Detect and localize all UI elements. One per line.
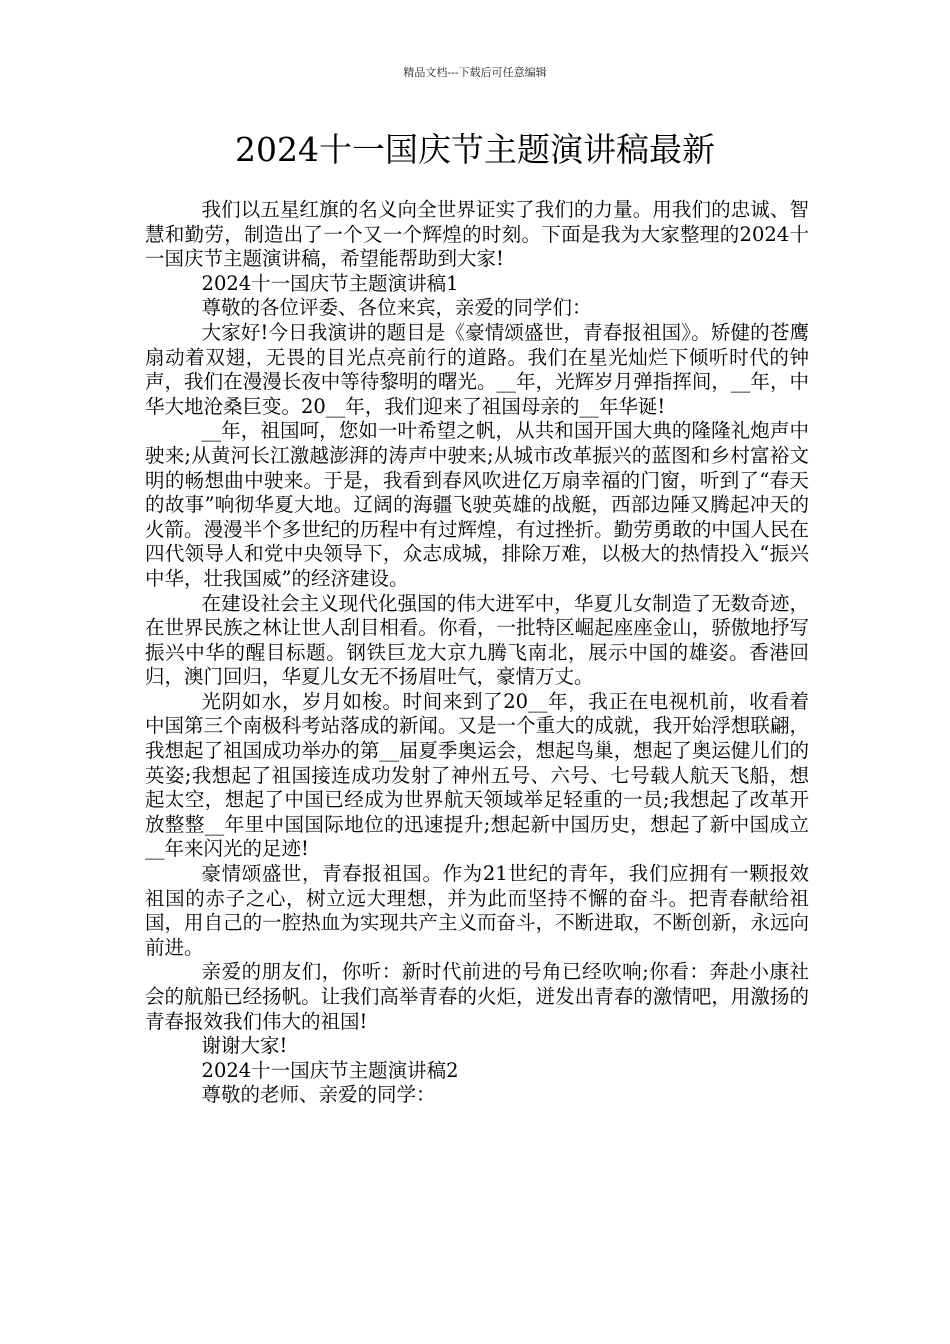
paragraph: 在建设社会主义现代化强国的伟大进军中，华夏儿女制造了无数奇迹，在世界民族之林让世人刮目相看。你看，一批特区崛起座座金山，骄傲地抒写振兴中华的醒目标题。钢铁巨龙大京九腾飞南北，展示中国的雄姿。香港回归，澳门回归，华夏儿女无不扬眉吐气，豪情万丈。 (145, 591, 809, 689)
paragraph: 大家好!今日我演讲的题目是《豪情颂盛世，青春报祖国》。矫健的苍鹰扇动着双翅，无畏的目光点亮前行的道路。我们在星光灿烂下倾听时代的钟声，我们在漫漫长夜中等待黎明的曙光。__年，光辉岁月弹指挥间，__年，中华大地沧桑巨变。20__年，我们迎来了祖国母亲的__年华诞! (145, 320, 809, 418)
paragraph: __年，祖国呵，您如一叶希望之帆，从共和国开国大典的隆隆礼炮声中驶来;从黄河长江激越澎湃的涛声中驶来;从城市改革振兴的蓝图和乡村富裕文明的畅想曲中驶来。于是，我看到春风吹进亿万扇幸福的门窗，听到了“春天的故事”响彻华夏大地。辽阔的海疆飞驶英雄的战艇，西部边陲又腾起冲天的火箭。漫漫半个多世纪的历程中有过辉煌，有过挫折。勤劳勇敢的中国人民在四代领导人和党中央领导下，众志成城，排除万难，以极大的热情投入“振兴中华，壮我国威”的经济建设。 (145, 419, 809, 590)
section-heading-2: 2024十一国庆节主题演讲稿2 (201, 1058, 459, 1082)
paragraph: 豪情颂盛世，青春报祖国。作为21世纪的青年，我们应拥有一颗报效祖国的赤子之心，树立远大理想，并为此而坚持不懈的奋斗。把青春献给祖国，用自己的一腔热血为实现共产主义而奋斗，不断进取，不断创新，永远向前进。 (145, 862, 809, 959)
paragraph-intro: 我们以五星红旗的名义向全世界证实了我们的力量。用我们的忠诚、智慧和勤劳，制造出了一个又一个辉煌的时刻。下面是我为大家整理的2024十一国庆节主题演讲稿，希望能帮助到大家! (145, 198, 809, 271)
salutation-1: 尊敬的各位评委、各位来宾，亲爱的同学们： (201, 296, 592, 320)
document-body (145, 198, 809, 1108)
salutation-2: 尊敬的老师、亲爱的同学： (201, 1083, 436, 1107)
section-heading-1: 2024十一国庆节主题演讲稿1 (201, 271, 459, 295)
paragraph: 亲爱的朋友们，你听：新时代前进的号角已经吹响;你看：奔赴小康社会的航船已经扬帆。让我们高举青春的火炬，迸发出青春的激情吧，用激扬的青春报效我们伟大的祖国! (145, 960, 809, 1033)
page-header: 精品文档---下载后可任意编辑 (403, 66, 547, 79)
document-title: 2024十一国庆节主题演讲稿最新 (235, 130, 715, 169)
paragraph: 光阴如水，岁月如梭。时间来到了20__年，我正在电视机前，收看着中国第三个南极科考站落成的新闻。又是一个重大的成就，我开始浮想联翩，我想起了祖国成功举办的第__届夏季奥运会，想起鸟巢，想起了奥运健儿们的英姿;我想起了祖国接连成功发射了神州五号、六号、七号载人航天飞船，想起太空，想起了中国已经成为世界航天领域举足轻重的一员;我想起了改革开放整整__年里中国国际地位的迅速提升;想起新中国历史，想起了新中国成立__年来闪光的足迹! (145, 689, 809, 861)
closing-thanks: 谢谢大家! (201, 1034, 288, 1058)
